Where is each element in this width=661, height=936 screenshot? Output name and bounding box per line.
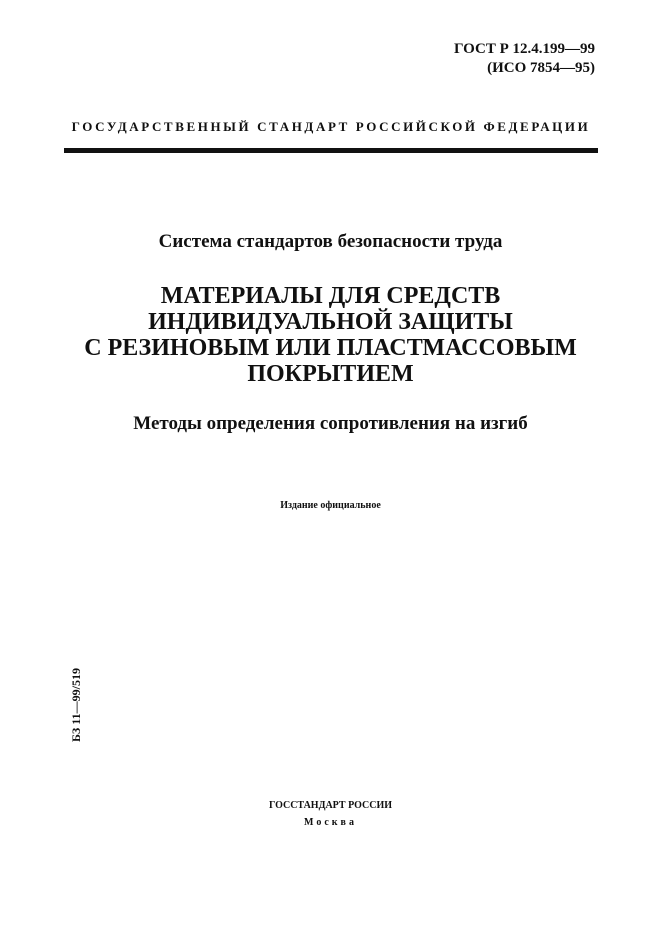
main-title-line: ПОКРЫТИЕМ	[247, 361, 414, 387]
main-title	[0, 283, 661, 387]
publisher-city: Москва	[304, 817, 357, 828]
publisher-name: ГОССТАНДАРТ РОССИИ	[268, 800, 393, 811]
iso-number: (ИСО 7854—95)	[487, 60, 595, 76]
system-title: Система стандартов безопасности труда	[158, 231, 503, 252]
state-standard-heading: ГОСУДАРСТВЕННЫЙ СТАНДАРТ РОССИЙСКОЙ ФЕДЕРАЦИИ	[71, 119, 591, 134]
side-code: БЗ 11—99/519	[69, 668, 83, 742]
gost-number: ГОСТ Р 12.4.199—99	[453, 41, 595, 57]
edition-label: Издание официальное	[280, 500, 381, 511]
main-title-line: ИНДИВИДУАЛЬНОЙ ЗАЩИТЫ	[148, 309, 513, 335]
main-title-line: С РЕЗИНОВЫМ ИЛИ ПЛАСТМАССОВЫМ	[84, 335, 577, 361]
standard-number-block	[454, 40, 595, 78]
header-rule	[64, 148, 598, 153]
document-subtitle: Методы определения сопротивления на изгиб	[133, 413, 528, 434]
main-title-line: МАТЕРИАЛЫ ДЛЯ СРЕДСТВ	[160, 283, 501, 309]
publisher-block	[0, 797, 661, 831]
